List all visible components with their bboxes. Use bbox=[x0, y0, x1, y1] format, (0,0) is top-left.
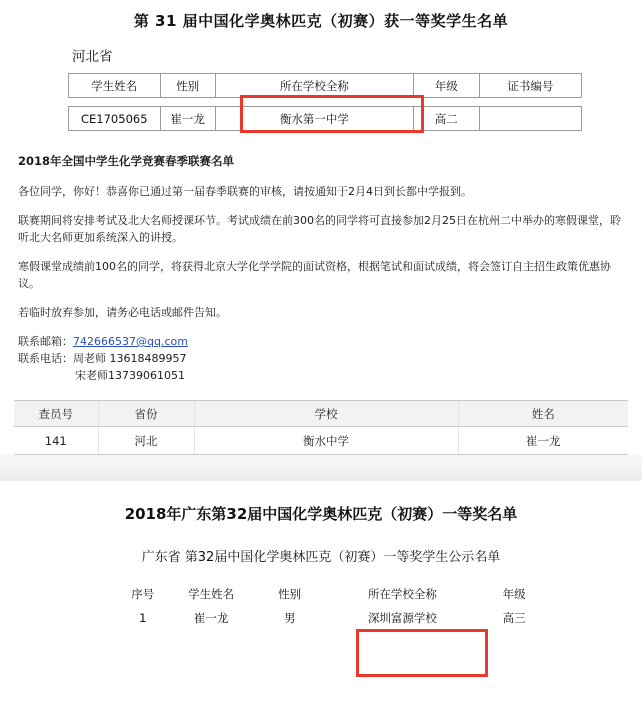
table-row bbox=[14, 427, 628, 455]
table-header-row bbox=[120, 583, 546, 605]
contact-tel-row bbox=[18, 350, 624, 367]
cell-school: 衡水中学 bbox=[194, 427, 458, 455]
column-header-grade: 年级 bbox=[413, 74, 479, 98]
column-header-grade: 年级 bbox=[502, 587, 526, 602]
province-label-1: 河北省 bbox=[72, 49, 113, 65]
cell-sex: 男 bbox=[283, 611, 296, 626]
cell-student-name: 崔一龙 bbox=[193, 611, 229, 626]
notice-heading: 2018年全国中学生化学竞赛春季联赛名单 bbox=[18, 154, 235, 168]
award-table-1 bbox=[68, 73, 582, 131]
cell-grade: 高三 bbox=[502, 611, 526, 626]
section-guangdong-award-list bbox=[0, 481, 642, 631]
contact-tel-row-2 bbox=[18, 367, 624, 384]
column-header-cert: 证书编号 bbox=[479, 74, 581, 98]
contact-mail-link[interactable]: 742666537@qq.com bbox=[73, 335, 188, 349]
cell-index: 1 bbox=[139, 611, 147, 626]
page-title-1: 第 31 届中国化学奥林匹克（初赛）获一等奖学生名单 bbox=[133, 12, 509, 30]
checkin-table bbox=[14, 400, 628, 455]
notice-paragraph-4: 若临时放弃参加，请务必电话或邮件告知。 bbox=[18, 306, 227, 320]
column-header-school: 所在学校全称 bbox=[215, 74, 413, 98]
column-header-school: 所在学校全称 bbox=[367, 587, 437, 602]
table-header-row bbox=[14, 401, 628, 427]
column-header-index: 序号 bbox=[131, 587, 155, 602]
table-footer-band bbox=[0, 455, 642, 481]
table-4-wrapper bbox=[0, 583, 642, 631]
column-header-name: 学生姓名 bbox=[188, 587, 235, 602]
column-header-name: 姓名 bbox=[458, 401, 628, 427]
table-row bbox=[120, 605, 546, 631]
contact-tel-value: 周老师 13618489957 bbox=[73, 352, 187, 366]
notice-paragraph-1: 各位同学，你好！恭喜你已通过第一届春季联赛的审核，请按通知于2月4日到长都中学报到。 bbox=[18, 184, 472, 198]
column-header-name: 学生姓名 bbox=[69, 74, 161, 98]
school-highlight-box-bottom bbox=[356, 629, 488, 677]
section-top-award-list bbox=[0, 0, 642, 131]
column-header-province: 省份 bbox=[98, 401, 194, 427]
column-header-school: 学校 bbox=[194, 401, 458, 427]
column-header-checkin-no: 查员号 bbox=[14, 401, 98, 427]
page-title-2: 2018年广东第32届中国化学奥林匹克（初赛）一等奖名单 bbox=[124, 505, 518, 524]
table-header-row bbox=[69, 74, 582, 98]
table-1-wrapper bbox=[0, 73, 642, 131]
notice-paragraph-2: 联赛期间将安排考试及北大名师授课环节。考试成绩在前300名的同学将可直接参加2月25日在杭州二中举办的寒假课堂，聆听北大名师更加系统深入的讲授。 bbox=[18, 213, 621, 244]
contact-tel-label: 联系电话： bbox=[18, 352, 73, 366]
cell-student-name: 崔一龙 bbox=[160, 107, 215, 131]
cell-cert-blank bbox=[479, 107, 581, 131]
column-header-sex: 性别 bbox=[278, 587, 302, 602]
notice-block bbox=[0, 131, 642, 390]
contact-mail-label: 联系邮箱： bbox=[18, 335, 73, 349]
cell-grade: 高二 bbox=[413, 107, 479, 131]
cell-name: 崔一龙 bbox=[458, 427, 628, 455]
notice-paragraph-3: 寒假课堂成绩前100名的同学，将获得北京大学化学学院的面试资格，根据笔试和面试成绩，将会签订自主招生政策优惠协议。 bbox=[18, 259, 611, 290]
cell-school: 深圳富源学校 bbox=[367, 611, 437, 626]
table-spacer-row bbox=[69, 98, 582, 107]
award-table-2 bbox=[120, 583, 546, 631]
table-3-wrapper bbox=[0, 390, 642, 455]
column-header-sex: 性别 bbox=[160, 74, 215, 98]
cell-checkin-no: 141 bbox=[14, 427, 98, 455]
contact-tel-value-2: 宋老师13739061051 bbox=[75, 369, 185, 383]
cell-school: 衡水第一中学 bbox=[215, 107, 413, 131]
cell-province: 河北 bbox=[98, 427, 194, 455]
table-row bbox=[69, 107, 582, 131]
contact-mail-row bbox=[18, 333, 624, 350]
page-subtitle-2: 广东省 第32届中国化学奥林匹克（初赛）一等奖学生公示名单 bbox=[141, 550, 501, 566]
cell-cert-no: CE1705065 bbox=[69, 107, 161, 131]
